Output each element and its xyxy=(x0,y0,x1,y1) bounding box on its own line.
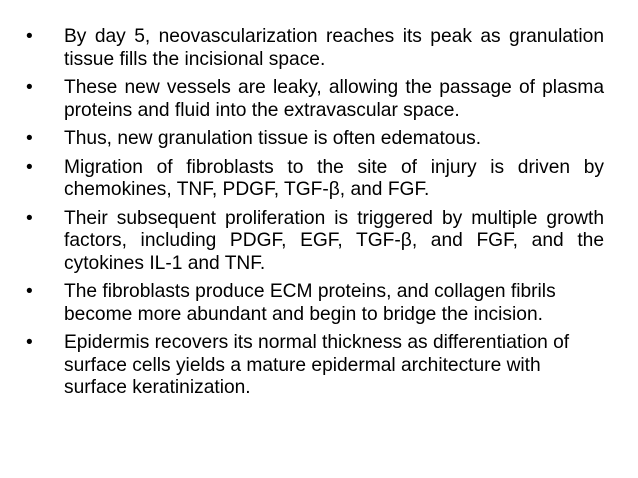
bullet-list xyxy=(26,26,604,400)
bullet-icon: • xyxy=(26,207,33,229)
bullet-text: Thus, new granulation tissue is often edematous. xyxy=(64,128,482,149)
bullet-item xyxy=(26,208,604,276)
bullet-item xyxy=(26,157,604,202)
bullet-text: Their subsequent proliferation is triggered by multiple growth factors, including PDGF, EGF, TGF-β, and FGF, and the cytokines IL-1 and TNF. xyxy=(64,207,604,274)
bullet-icon: • xyxy=(26,332,33,353)
bullet-item xyxy=(26,281,604,326)
bullet-icon: • xyxy=(26,156,33,178)
bullet-icon: • xyxy=(26,281,33,302)
bullet-item xyxy=(26,26,604,71)
bullet-item xyxy=(26,332,604,400)
bullet-text: The fibroblasts produce ECM proteins, and collagen fibrils become more abundant and begin to bridge the incision. xyxy=(64,281,556,325)
bullet-text: By day 5, neovascularization reaches its peak as granulation tissue fills the incisional space. xyxy=(64,26,604,70)
bullet-text: Migration of fibroblasts to the site of injury is driven by chemokines, TNF, PDGF, TGF-β, and FGF. xyxy=(64,156,604,200)
bullet-icon: • xyxy=(26,77,33,98)
bullet-icon: • xyxy=(26,128,33,149)
bullet-text: Epidermis recovers its normal thickness as differentiation of surface cells yields a mature epidermal architecture with surface keratinization. xyxy=(64,332,570,398)
bullet-text: These new vessels are leaky, allowing the passage of plasma proteins and fluid into the extravascular space. xyxy=(64,77,604,121)
bullet-item xyxy=(26,128,604,151)
bullet-icon: • xyxy=(26,26,33,47)
bullet-item xyxy=(26,77,604,122)
